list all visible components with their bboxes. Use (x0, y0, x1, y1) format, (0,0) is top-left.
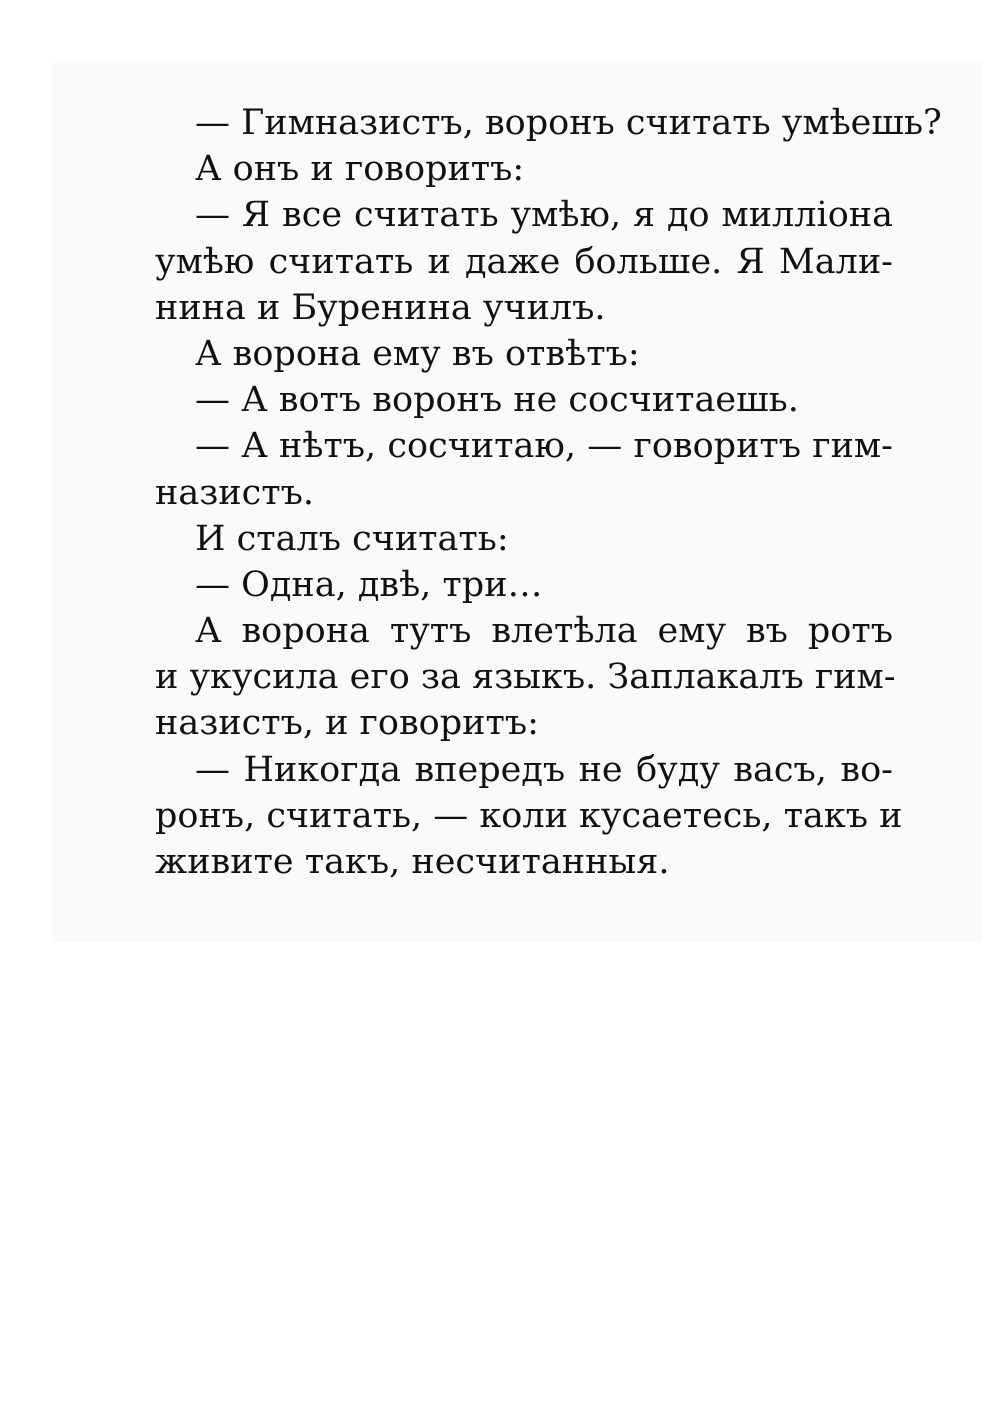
text-line: нина и Буренина училъ. (155, 287, 606, 328)
text-line: — А вотъ воронъ не сосчитаешь. (195, 380, 799, 421)
text-line: и укусила его за языкъ. Заплакалъ гим- (155, 657, 896, 698)
text-line: — Одна, двѣ, три… (195, 564, 543, 605)
text-line: — Никогда впередъ не буду васъ, во- (195, 749, 893, 790)
text-line: ронъ, считать, — коли кусаетесь, такъ и (155, 795, 903, 836)
text-line: — А нѣтъ, сосчитаю, — говоритъ гим- (195, 426, 893, 467)
text-line: умѣю считать и даже больше. Я Мали- (155, 241, 893, 282)
text-line: И сталъ считать: (195, 518, 509, 559)
text-line: назистъ, и говоритъ: (155, 703, 539, 744)
text-line: — Гимназистъ, воронъ считать умѣешь? (195, 103, 942, 143)
text-line: А онъ и говоритъ: (195, 149, 525, 190)
text-line: — Я все считать умѣю, я до милліона (195, 195, 893, 236)
text-line: назистъ. (155, 472, 314, 513)
page-text-block (155, 100, 942, 885)
text-line: А ворона тутъ влетѣла ему въ ротъ (195, 611, 893, 652)
text-line: живите такъ, несчитанныя. (155, 842, 670, 882)
text-line: А ворона ему въ отвѣтъ: (195, 333, 640, 374)
